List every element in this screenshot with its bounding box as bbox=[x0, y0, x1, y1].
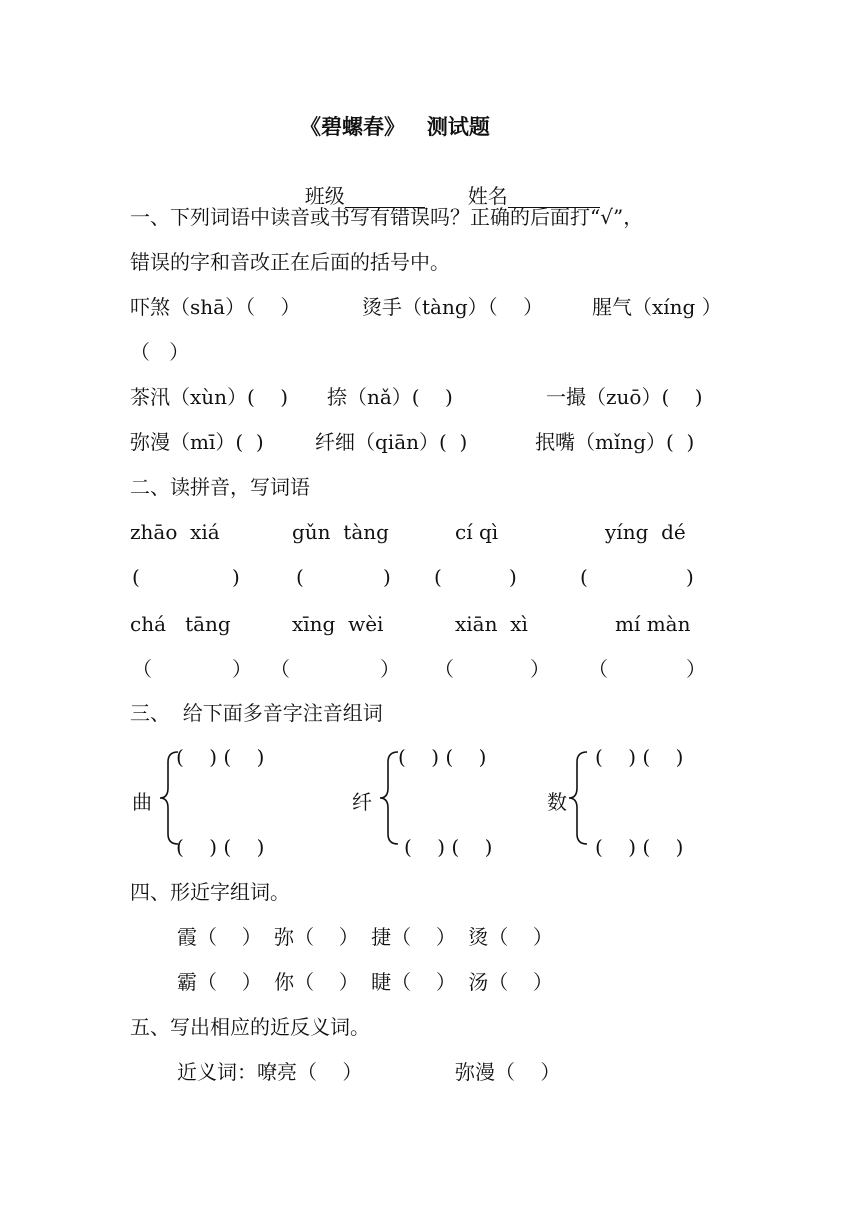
answer-bracket-open[interactable]: ( bbox=[434, 565, 442, 589]
answer-bracket-close: ) bbox=[686, 565, 694, 589]
answer-bracket-open[interactable]: （ bbox=[270, 657, 290, 681]
section1-heading-cont: 错误的字和音改正在后面的括号中。 bbox=[130, 250, 450, 274]
answer-bracket-open[interactable]: ( bbox=[132, 565, 140, 589]
pair-bottom-1[interactable]: ( ) ( ) bbox=[176, 835, 265, 859]
synonym-item-1[interactable]: 近义词：嘹亮（ ） bbox=[177, 1060, 363, 1084]
pair-top-2[interactable]: ( ) ( ) bbox=[398, 745, 487, 769]
s1-item-b2: 捺（nǎ）( ) bbox=[327, 385, 453, 409]
s1-item-c3: 抿嘴（mǐng）( ) bbox=[535, 430, 695, 454]
brace-icon bbox=[567, 750, 589, 846]
pinyin-1: zhāo xiá bbox=[130, 520, 220, 544]
s1-item-a2: 茶汛（xùn）( ) bbox=[130, 385, 289, 409]
pair-top-3[interactable]: ( ) ( ) bbox=[595, 745, 684, 769]
polyphone-char-1: 曲 bbox=[132, 790, 152, 814]
answer-bracket-open[interactable]: ( bbox=[296, 565, 304, 589]
pair-bottom-2[interactable]: ( ) ( ) bbox=[404, 835, 493, 859]
s1-item-c1: 腥气（xíng ） bbox=[592, 295, 722, 319]
name-label: 姓名 bbox=[467, 184, 508, 208]
pinyin-2: gǔn tàng bbox=[292, 520, 389, 544]
section3-heading: 三、 给下面多音字注音组词 bbox=[130, 701, 383, 725]
answer-bracket-close: ） bbox=[686, 657, 706, 681]
shape-similar-row-1[interactable]: 霞（ ） 弥（ ） 捷（ ） 烫（ ） bbox=[177, 925, 553, 949]
pinyin-5: chá tāng bbox=[130, 612, 231, 636]
answer-bracket-close: ) bbox=[509, 565, 517, 589]
answer-bracket-close: ） bbox=[232, 657, 252, 681]
page-title: 《碧螺春》 测试题 bbox=[300, 114, 490, 139]
answer-bracket-close: ） bbox=[530, 657, 550, 681]
synonym-item-2[interactable]: 弥漫（ ） bbox=[455, 1060, 561, 1084]
polyphone-char-2: 纤 bbox=[352, 790, 372, 814]
polyphone-char-3: 数 bbox=[547, 790, 567, 814]
section2-heading: 二、读拼音，写词语 bbox=[130, 475, 310, 499]
section5-heading: 五、写出相应的近反义词。 bbox=[130, 1015, 370, 1039]
brace-icon bbox=[378, 750, 400, 846]
name-field bbox=[455, 160, 600, 208]
answer-bracket-open[interactable]: （ bbox=[588, 657, 608, 681]
answer-bracket-open[interactable]: （ bbox=[132, 657, 152, 681]
answer-bracket-close: ） bbox=[380, 657, 400, 681]
pair-top-1[interactable]: ( ) ( ) bbox=[176, 745, 265, 769]
s1-item-b3: 纤细（qiān）( ) bbox=[315, 430, 468, 454]
pinyin-7: xiān xì bbox=[455, 612, 528, 636]
answer-bracket-close: ) bbox=[383, 565, 391, 589]
shape-similar-row-2[interactable]: 霸（ ） 你（ ） 睫（ ） 汤（ ） bbox=[177, 970, 553, 994]
s1-item-b1: 烫手（tàng）（ ） bbox=[362, 295, 544, 319]
answer-bracket-open[interactable]: （ bbox=[434, 657, 454, 681]
s1-item-c2: 一撮（zuō）( ) bbox=[546, 385, 703, 409]
section1-heading: 一、下列词语中读音或书写有错误吗？正确的后面打“√”， bbox=[130, 205, 644, 229]
s1-item-a3: 弥漫（mī）( ) bbox=[130, 430, 264, 454]
pinyin-4: yíng dé bbox=[605, 520, 686, 544]
pinyin-3: cí qì bbox=[455, 520, 499, 544]
answer-bracket-close: ) bbox=[232, 565, 240, 589]
s1-item-a1: 吓煞（shā）（ ） bbox=[130, 295, 301, 319]
class-field bbox=[292, 160, 425, 208]
s1-item-c1-cont: （ ） bbox=[130, 340, 190, 364]
pair-bottom-3[interactable]: ( ) ( ) bbox=[595, 835, 684, 859]
brace-icon bbox=[158, 750, 180, 846]
answer-bracket-open[interactable]: ( bbox=[580, 565, 588, 589]
pinyin-8: mí màn bbox=[615, 612, 691, 636]
section4-heading: 四、形近字组词。 bbox=[130, 880, 290, 904]
pinyin-6: xīng wèi bbox=[292, 612, 384, 636]
class-label: 班级 bbox=[304, 184, 345, 208]
